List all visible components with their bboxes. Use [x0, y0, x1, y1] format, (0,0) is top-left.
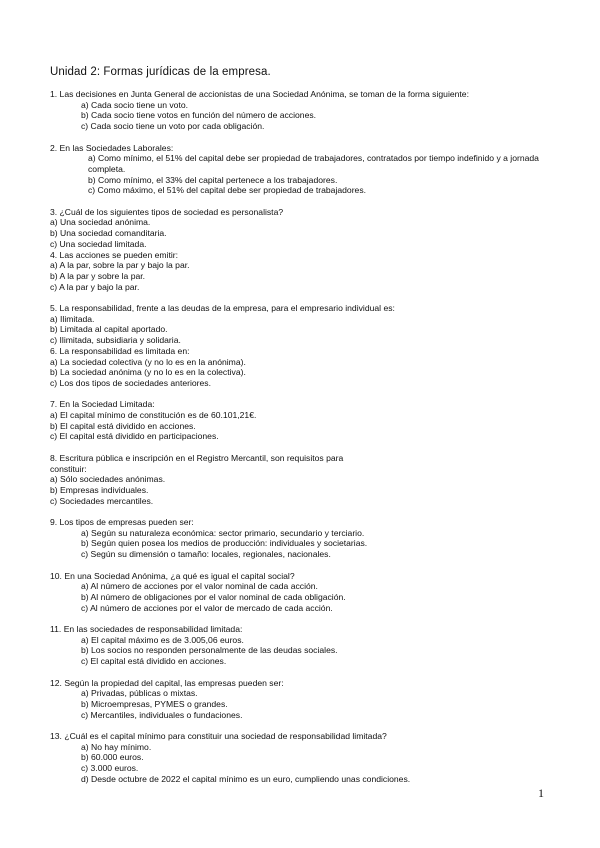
question-9: [50, 517, 560, 560]
option-c: c) El capital está dividido en acciones.: [81, 656, 227, 667]
question-13: [50, 731, 560, 785]
option-a: a) Ilimitada.: [50, 313, 95, 324]
question-stem: 13. ¿Cuál es el capital mínimo para constituir una sociedad de responsabilidad limitada?: [50, 731, 387, 742]
question-stem: 6. La responsabilidad es limitada en:: [50, 345, 190, 356]
option-c: c) Los dos tipos de sociedades anteriores.: [50, 377, 211, 388]
question-stem: 3. ¿Cuál de los siguientes tipos de sociedad es personalista?: [50, 206, 284, 217]
question-10: [50, 571, 560, 614]
option-b: b) 60.000 euros.: [81, 752, 144, 763]
option-a: a) El capital máximo es de 3.005,06 euros.: [81, 634, 244, 645]
question-stem: 10. En una Sociedad Anónima, ¿a qué es igual el capital social?: [50, 570, 295, 581]
option-b: b) Cada socio tiene votos en función del número de acciones.: [81, 110, 317, 121]
option-b: b) Según quien posea los medios de producción: individuales y societarias.: [81, 538, 368, 549]
option-b: b) El capital está dividido en acciones.: [50, 420, 196, 431]
option-c: c) Una sociedad limitada.: [50, 238, 147, 249]
option-a: a) No hay mínimo.: [81, 741, 152, 752]
question-stem: 7. En la Sociedad Limitada:: [50, 399, 155, 410]
question-stem: 11. En las sociedades de responsabilidad limitada:: [50, 624, 243, 635]
question-12: [50, 678, 560, 721]
option-a: a) Sólo sociedades anónimas.: [50, 474, 166, 485]
page-title: Unidad 2: Formas jurídicas de la empresa.: [50, 66, 271, 78]
question-4: [50, 250, 560, 293]
option-b: b) Limitada al capital aportado.: [50, 324, 168, 335]
option-b: b) Los socios no responden personalmente de las deudas sociales.: [81, 645, 338, 656]
option-c: c) Como máximo, el 51% del capital debe ser propiedad de trabajadores.: [88, 185, 367, 196]
option-c: c) 3.000 euros.: [81, 763, 139, 774]
question-stem: 8. Escritura pública e inscripción en el Registro Mercantil, son requisitos para: [50, 452, 344, 463]
option-d: d) Desde octubre de 2022 el capital mínimo es un euro, cumpliendo unas condiciones.: [81, 773, 411, 784]
option-a: a) Privadas, públicas o mixtas.: [81, 688, 198, 699]
option-a: a) El capital mínimo de constitución es de 60.101,21€.: [50, 410, 257, 421]
option-a: a) Según su naturaleza económica: sector primario, secundario y terciario.: [81, 527, 365, 538]
option-b: b) La sociedad anónima (y no lo es en la colectiva).: [50, 367, 246, 378]
question-stem: 1. Las decisiones en Junta General de accionistas de una Sociedad Anónima, se toman de la forma siguiente:: [50, 89, 469, 99]
option-b: b) Como mínimo, el 33% del capital pertenece a los trabajadores.: [88, 174, 338, 185]
question-stem: 2. En las Sociedades Laborales:: [50, 142, 174, 153]
question-2: [50, 143, 560, 197]
question-11: [50, 624, 560, 667]
option-a: a) Cada socio tiene un voto.: [81, 99, 189, 110]
question-1: [50, 89, 560, 132]
option-c: c) Al número de acciones por el valor de mercado de cada acción.: [81, 602, 333, 613]
option-c: c) Ilimitada, subsidiaria y solidaria.: [50, 335, 181, 346]
option-a: a) Como mínimo, el 51% del capital debe ser propiedad de trabajadores, contratados por tiempo indefinido y a jornada completa.: [88, 153, 539, 174]
option-c: c) Mercantiles, individuales o fundaciones.: [81, 709, 243, 720]
option-b: b) Al número de obligaciones por el valor nominal de cada obligación.: [81, 591, 346, 602]
question-list: [50, 89, 560, 795]
page-number: 1: [538, 786, 544, 800]
option-b: b) A la par y sobre la par.: [50, 270, 146, 281]
option-a: a) A la par, sobre la par y bajo la par.: [50, 260, 190, 271]
question-6: [50, 346, 560, 389]
option-a: a) La sociedad colectiva (y no lo es en la anónima).: [50, 356, 246, 367]
question-5: [50, 303, 560, 346]
question-3: [50, 207, 560, 250]
option-c: c) Cada socio tiene un voto por cada obligación.: [81, 121, 265, 132]
question-8: [50, 453, 560, 507]
option-c: c) El capital está dividido en participaciones.: [50, 431, 219, 442]
option-b: b) Microempresas, PYMES o grandes.: [81, 698, 228, 709]
option-a: a) Una sociedad anónima.: [50, 217, 151, 228]
option-c: c) Sociedades mercantiles.: [50, 495, 154, 506]
option-a: a) Al número de acciones por el valor nominal de cada acción.: [81, 581, 318, 592]
question-stem: 4. Las acciones se pueden emitir:: [50, 249, 179, 260]
question-stem: 9. Los tipos de empresas pueden ser:: [50, 517, 194, 528]
question-stem-continued: constituir:: [50, 463, 87, 474]
option-b: b) Empresas individuales.: [50, 484, 149, 495]
question-7: [50, 399, 560, 442]
option-b: b) Una sociedad comanditaria.: [50, 228, 167, 239]
option-c: c) Según su dimensión o tamaño: locales, regionales, nacionales.: [81, 549, 331, 560]
question-stem: 5. La responsabilidad, frente a las deudas de la empresa, para el empresario individual es:: [50, 303, 395, 314]
option-c: c) A la par y bajo la par.: [50, 281, 140, 292]
question-stem: 12. Según la propiedad del capital, las empresas pueden ser:: [50, 677, 284, 688]
